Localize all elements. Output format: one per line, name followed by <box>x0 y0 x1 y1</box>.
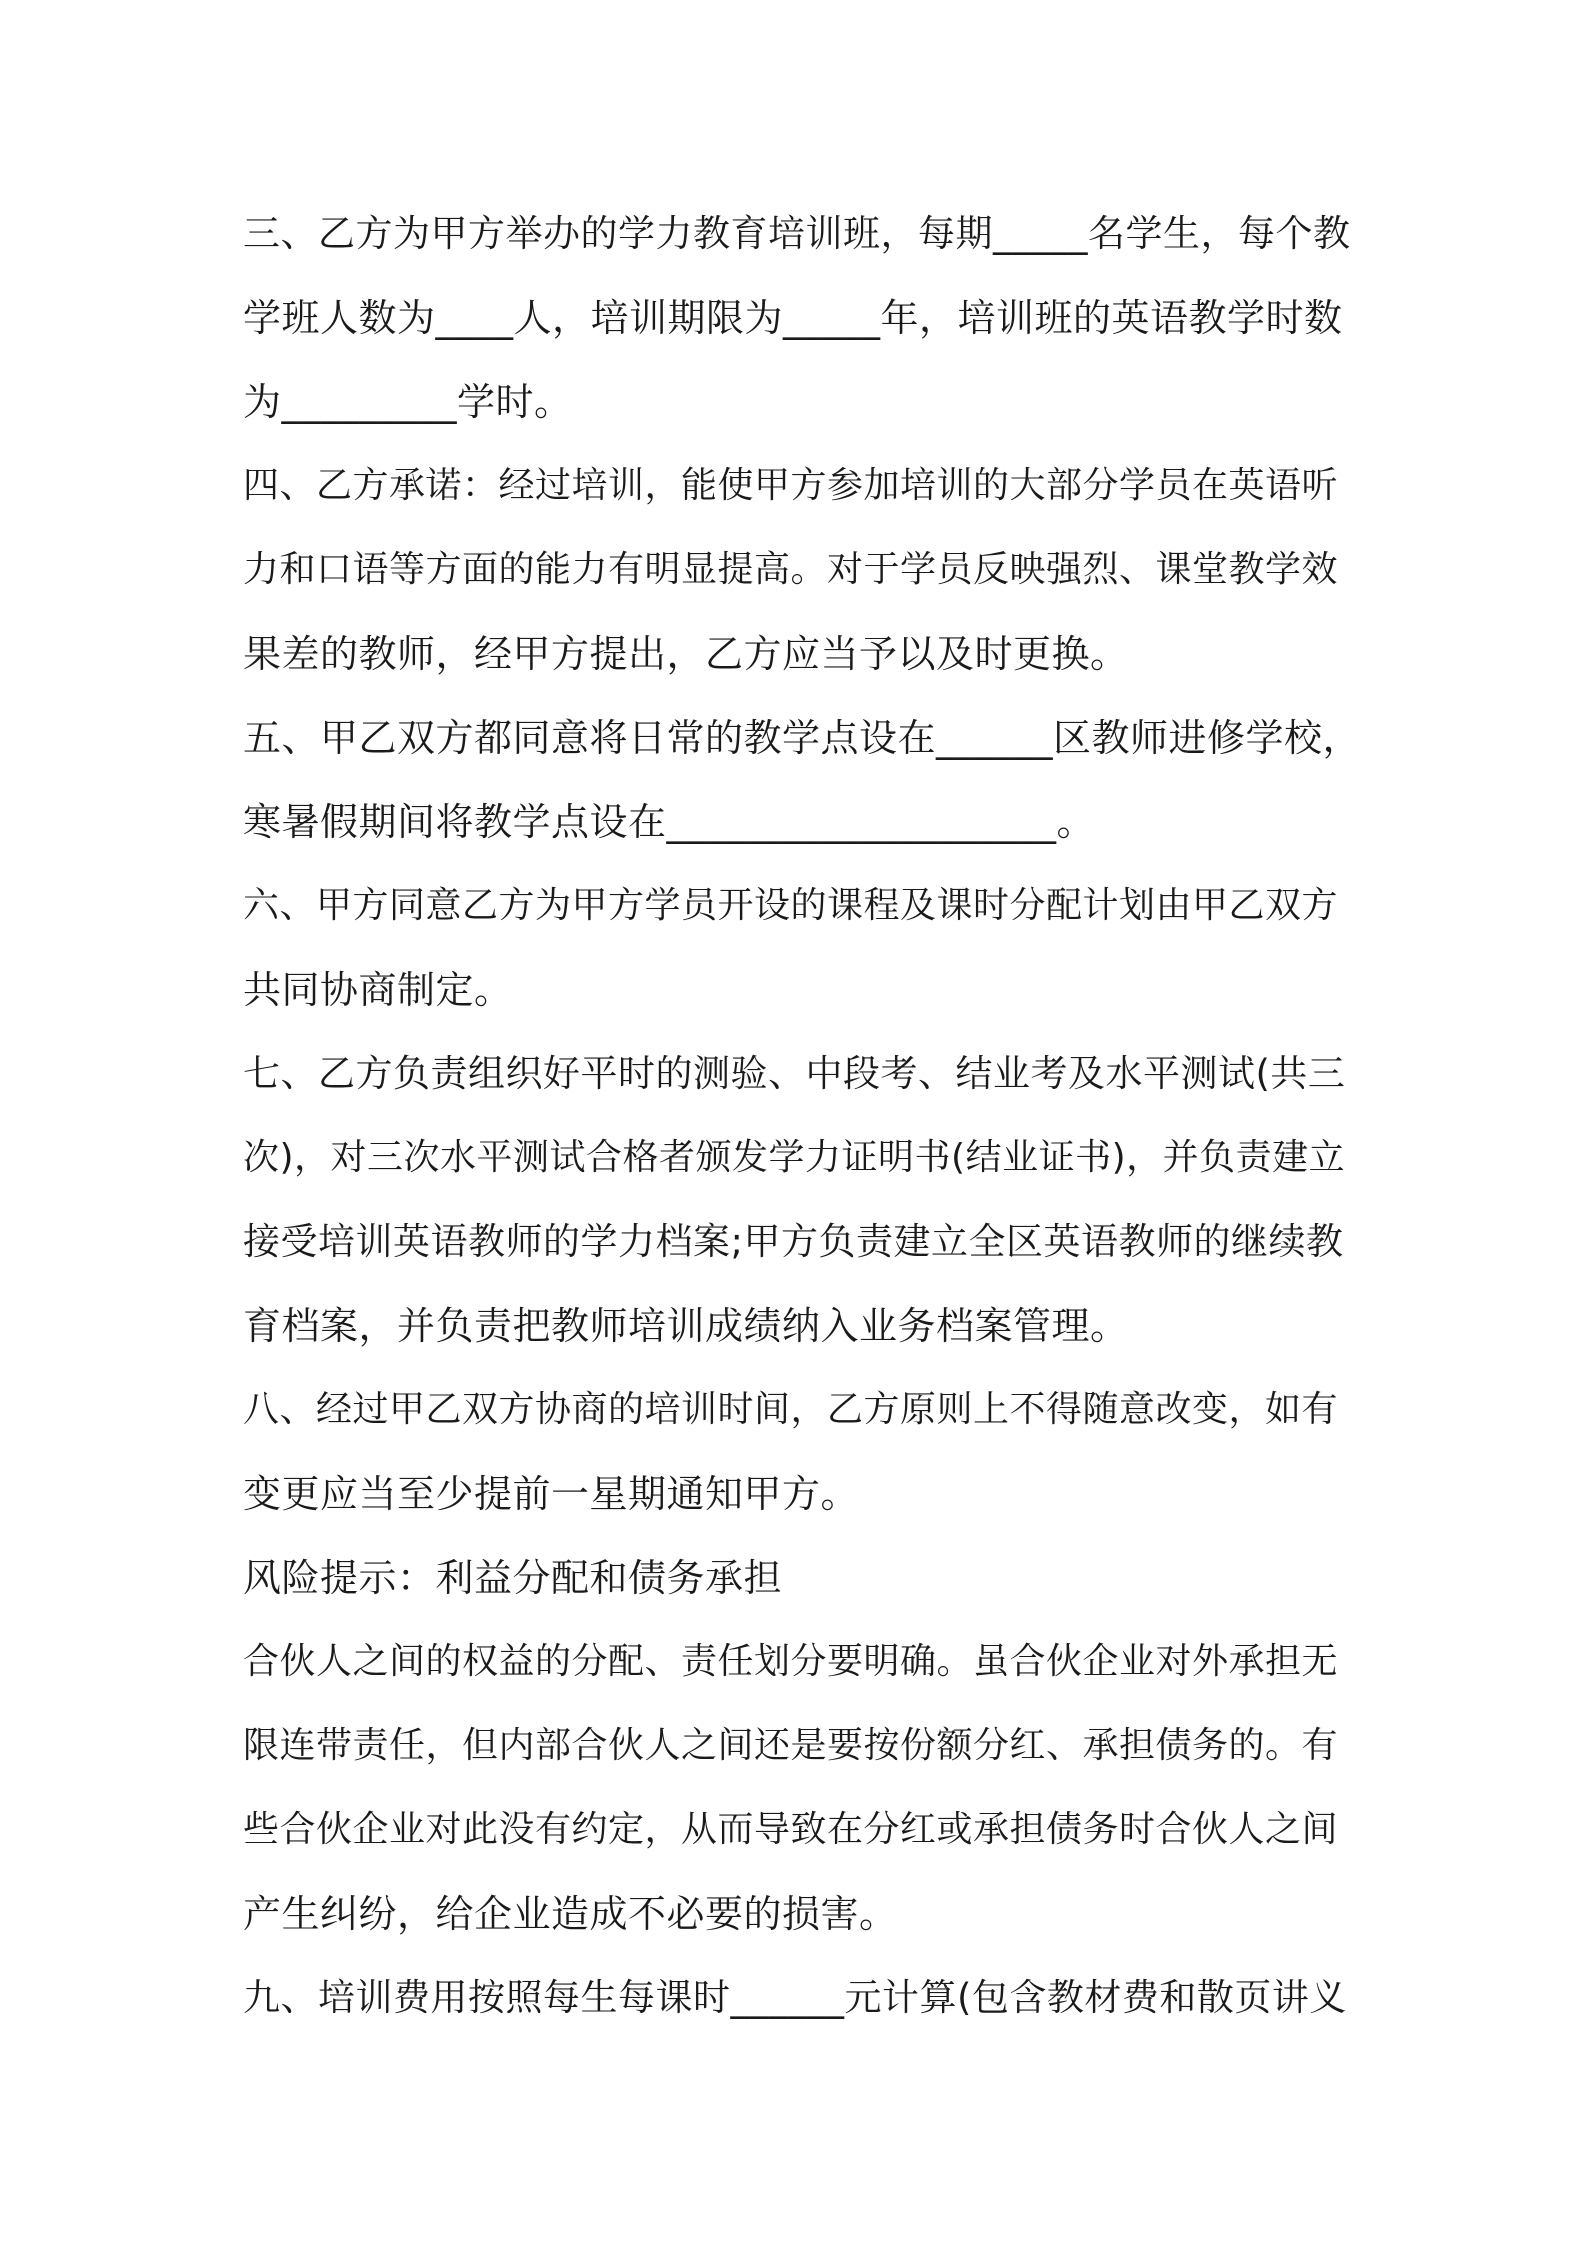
text-line: 九、培训费用按照每生每课时______元计算(包含教材费和散页讲义 <box>243 1976 1347 2019</box>
text-line: 六、甲方同意乙方为甲方学员开设的课程及课时分配计划由甲乙双方 <box>243 885 1339 926</box>
section-heading: 风险提示：利益分配和债务承担 <box>243 1556 783 1600</box>
text-line: 限连带责任，但内部合伙人之间还是要按份额分红、承担债务的。有 <box>243 1725 1339 1766</box>
text-line: 育档案，并负责把教师培训成绩纳入业务档案管理。 <box>243 1304 1129 1348</box>
text-line: 果差的教师，经甲方提出，乙方应当予以及时更换。 <box>243 632 1129 676</box>
text-line: 三、乙方为甲方举办的学力教育培训班，每期_____名学生，每个教 <box>243 212 1351 255</box>
text-line: 次)，对三次水平测试合格者颁发学力证明书(结业证书)，并负责建立 <box>243 1137 1346 1178</box>
text-line: 五、甲乙双方都同意将日常的教学点设在______区教师进修学校， <box>243 716 1362 760</box>
text-line: 四、乙方承诺：经过培训，能使甲方参加培训的大部分学员在英语听 <box>243 465 1339 506</box>
text-line: 些合伙企业对此没有约定，从而导致在分红或承担债务时合伙人之间 <box>243 1809 1339 1850</box>
text-line: 力和口语等方面的能力有明显提高。对于学员反映强烈、课堂教学效 <box>243 549 1339 590</box>
text-line: 七、乙方负责组织好平时的测验、中段考、结业考及水平测试(共三 <box>243 1052 1346 1095</box>
text-line: 产生纠纷，给企业造成不必要的损害。 <box>243 1892 898 1936</box>
text-line: 接受培训英语教师的学力档案;甲方负责建立全区英语教师的继续教 <box>243 1220 1344 1263</box>
text-line: 为_________学时。 <box>243 380 573 424</box>
text-line: 寒暑假期间将教学点设在____________________。 <box>243 800 1096 844</box>
text-line: 共同协商制定。 <box>243 968 513 1012</box>
text-line: 合伙人之间的权益的分配、责任划分要明确。虽合伙企业对外承担无 <box>243 1641 1339 1682</box>
text-line: 八、经过甲乙双方协商的培训时间，乙方原则上不得随意改变，如有 <box>243 1389 1339 1430</box>
text-line: 学班人数为____人，培训期限为_____年，培训班的英语教学时数 <box>243 296 1343 340</box>
text-line: 变更应当至少提前一星期通知甲方。 <box>243 1472 860 1516</box>
document-body <box>243 192 1363 2040</box>
